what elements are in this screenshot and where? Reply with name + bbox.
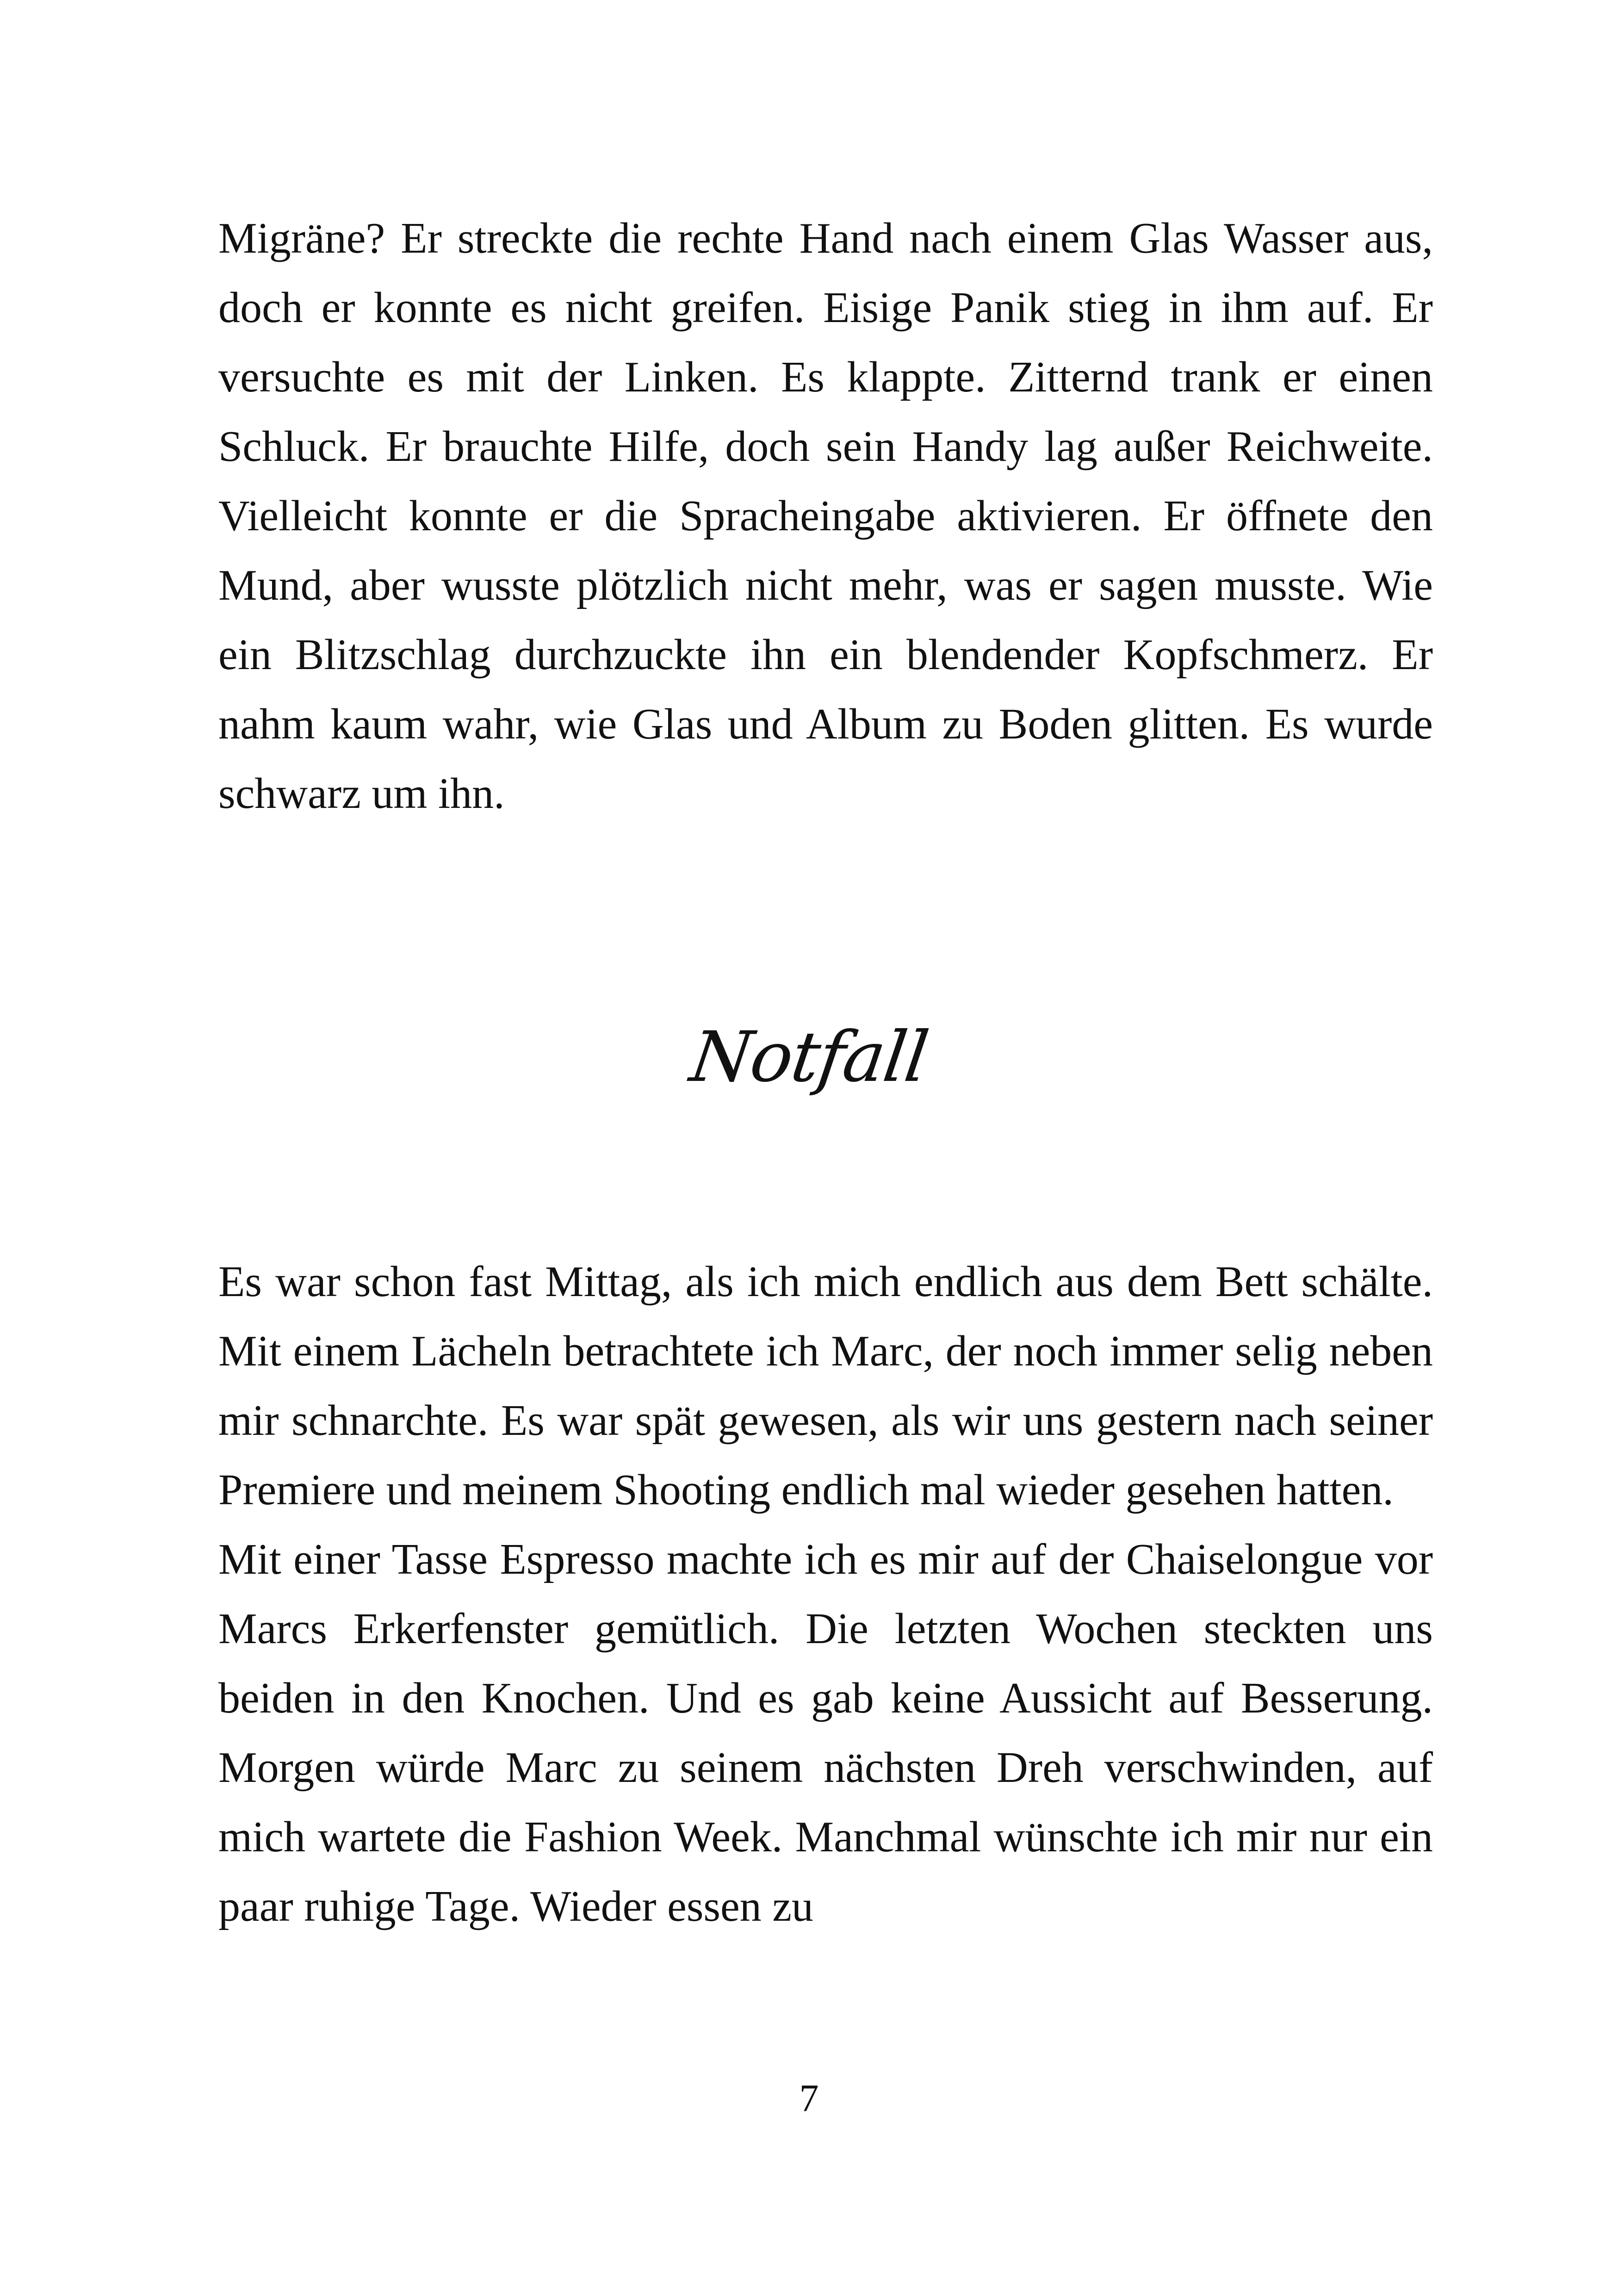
page-number: 7 bbox=[799, 2077, 819, 2120]
paragraph: Mit einer Tasse Espresso machte ich es mir auf der Chaiselongue vor Marcs Erkerfenster gemütlich. Die letzten Wochen steckten uns beiden in den Knochen. Und es gab keine Aussicht auf Besserung. Morgen würde Marc zu seinem nächsten Dreh verschwinden, auf mich wartete die Fashion Week. Manchmal wünschte ich mir nur ein paar ruhige Tage. Wieder essen zu bbox=[218, 1535, 1433, 1930]
body-text-bottom bbox=[218, 1247, 1433, 1941]
paragraph: Migräne? Er streckte die rechte Hand nach einem Glas Wasser aus, doch er konnte es nicht greifen. Eisige Panik stieg in ihm auf. Er versuchte es mit der Linken. Es klappte. Zitternd trank er einen Schluck. Er brauchte Hilfe, doch sein Handy lag außer Reichweite. Vielleicht konnte er die Spracheingabe aktivieren. Er öffnete den Mund, aber wusste plötzlich nicht mehr, was er sagen musste. Wie ein Blitzschlag durchzuckte ihn ein blendender Kopfschmerz. Er nahm kaum wahr, wie Glas und Album zu Boden glitten. Es wurde schwarz um ihn. bbox=[218, 214, 1433, 818]
body-text-top bbox=[218, 204, 1433, 828]
paragraph: Es war schon fast Mittag, als ich mich endlich aus dem Bett schälte. Mit einem Lächeln betrachtete ich Marc, der noch immer selig neben mir schnarchte. Es war spät gewesen, als wir uns gestern nach seiner Premiere und meinem Shooting endlich mal wieder gesehen hatten. bbox=[218, 1258, 1433, 1514]
chapter-title: Notfall bbox=[685, 1017, 933, 1098]
